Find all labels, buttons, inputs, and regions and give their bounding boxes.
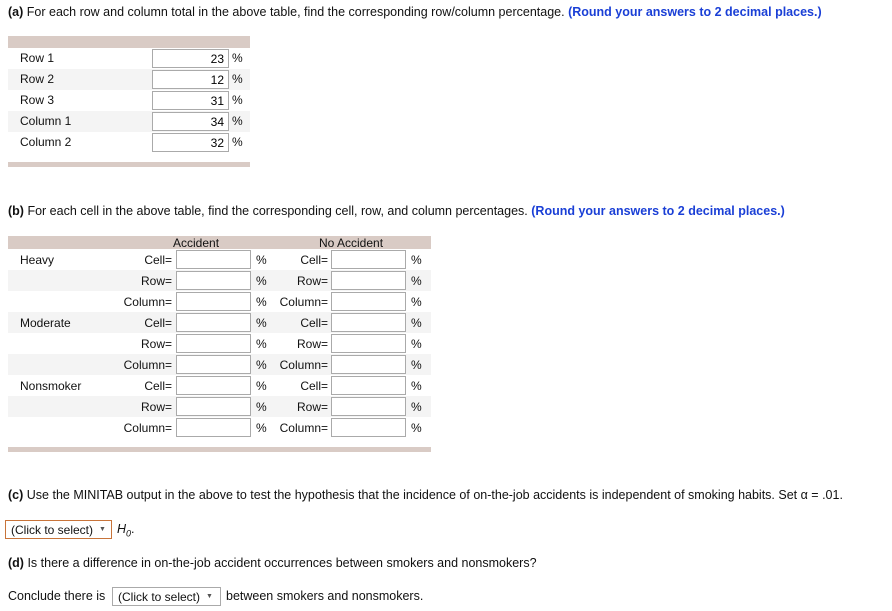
- part-d-prompt: [8, 556, 537, 570]
- percent-sign: %: [256, 400, 267, 414]
- accident-percentage-input[interactable]: [176, 313, 251, 332]
- percent-sign: %: [411, 358, 422, 372]
- field-label: Column=: [123, 295, 172, 309]
- percent-sign: %: [411, 274, 422, 288]
- percent-sign: %: [411, 337, 422, 351]
- table-b-row: [8, 333, 431, 354]
- select-label: (Click to select): [11, 522, 94, 537]
- table-b-row: [8, 375, 431, 396]
- no-accident-percentage-input[interactable]: [331, 376, 406, 395]
- table-a-row: [8, 69, 250, 90]
- table-b-row: [8, 417, 431, 438]
- conclude-suffix: between smokers and nonsmokers.: [226, 589, 424, 603]
- field-label: Cell=: [144, 253, 172, 267]
- part-a-note: (Round your answers to 2 decimal places.): [568, 5, 822, 19]
- field-label: Column=: [123, 358, 172, 372]
- header-no-accident: No Accident: [319, 236, 384, 250]
- percent-sign: %: [411, 421, 422, 435]
- percent-sign: %: [256, 337, 267, 351]
- no-accident-percentage-input[interactable]: [331, 334, 406, 353]
- table-a-row: [8, 132, 250, 153]
- dropdown-arrow-icon: ▼: [206, 593, 213, 600]
- field-label: Column=: [279, 295, 328, 309]
- percentage-input[interactable]: [152, 91, 229, 110]
- row-label: Row 2: [20, 72, 55, 86]
- percentage-input[interactable]: [152, 70, 229, 89]
- field-label: Cell=: [300, 379, 328, 393]
- percent-sign: %: [232, 51, 243, 65]
- percent-sign: %: [256, 358, 267, 372]
- table-a-header: [8, 36, 250, 48]
- h0-label: [117, 522, 135, 539]
- percent-sign: %: [256, 274, 267, 288]
- select-label: (Click to select): [118, 589, 201, 604]
- table-b-row: [8, 270, 431, 291]
- percent-sign: %: [411, 400, 422, 414]
- part-a-prompt: [8, 5, 822, 19]
- table-a-row: [8, 111, 250, 132]
- part-a-text: For each row and column total in the above table, find the corresponding row/column percentage.: [26, 5, 565, 19]
- row-label: Column 1: [20, 114, 72, 128]
- part-b-label: (b): [8, 204, 24, 218]
- percent-sign: %: [232, 93, 243, 107]
- accident-percentage-input[interactable]: [176, 250, 251, 269]
- no-accident-percentage-input[interactable]: [331, 313, 406, 332]
- dropdown-arrow-icon: ▼: [99, 526, 106, 533]
- field-label: Column=: [279, 421, 328, 435]
- group-label: Moderate: [20, 316, 71, 330]
- field-label: Row=: [296, 274, 328, 288]
- percent-sign: %: [256, 421, 267, 435]
- no-accident-percentage-input[interactable]: [331, 397, 406, 416]
- part-c-label: (c): [8, 488, 24, 502]
- field-label: Cell=: [144, 379, 172, 393]
- table-a-row: [8, 48, 250, 69]
- row-label: Row 3: [20, 93, 55, 107]
- table-b-footer: [8, 447, 431, 452]
- percent-sign: %: [411, 379, 422, 393]
- part-d-label: (d): [8, 556, 24, 570]
- group-label: Heavy: [20, 253, 55, 267]
- table-b-row: [8, 312, 431, 333]
- part-c-prompt: [8, 488, 843, 502]
- accident-percentage-input[interactable]: [176, 418, 251, 437]
- conclude-prefix: Conclude there is: [8, 589, 106, 603]
- row-label: Column 2: [20, 135, 72, 149]
- percent-sign: %: [232, 72, 243, 86]
- no-accident-percentage-input[interactable]: [331, 292, 406, 311]
- percent-sign: %: [411, 316, 422, 330]
- accident-percentage-input[interactable]: [176, 271, 251, 290]
- field-label: Row=: [140, 274, 172, 288]
- row-label: Row 1: [20, 51, 55, 65]
- part-b-prompt: [8, 204, 785, 218]
- percent-sign: %: [232, 114, 243, 128]
- no-accident-percentage-input[interactable]: [331, 355, 406, 374]
- hypothesis-decision-select[interactable]: [5, 520, 112, 539]
- field-label: Row=: [296, 400, 328, 414]
- accident-percentage-input[interactable]: [176, 334, 251, 353]
- table-b-header: [8, 236, 431, 249]
- table-a-row: [8, 90, 250, 111]
- percent-sign: %: [256, 379, 267, 393]
- header-accident: Accident: [173, 236, 220, 250]
- no-accident-percentage-input[interactable]: [331, 250, 406, 269]
- table-b-row: [8, 291, 431, 312]
- field-label: Column=: [123, 421, 172, 435]
- percent-sign: %: [256, 253, 267, 267]
- no-accident-percentage-input[interactable]: [331, 271, 406, 290]
- percent-sign: %: [411, 295, 422, 309]
- percentage-input[interactable]: [152, 112, 229, 131]
- no-accident-percentage-input[interactable]: [331, 418, 406, 437]
- percent-sign: %: [256, 316, 267, 330]
- field-label: Cell=: [300, 253, 328, 267]
- percent-sign: %: [232, 135, 243, 149]
- part-b-text: For each cell in the above table, find the corresponding cell, row, and column percentages.: [27, 204, 528, 218]
- table-b-row: [8, 354, 431, 375]
- part-c-text: Use the MINITAB output in the above to test the hypothesis that the incidence of on-the-job accidents is independent of smoking habits. Set α = .01.: [26, 488, 843, 502]
- table-a-footer: [8, 162, 250, 167]
- field-label: Cell=: [300, 316, 328, 330]
- part-a-label: (a): [8, 5, 24, 19]
- percent-sign: %: [256, 295, 267, 309]
- h-sub: 0: [126, 528, 132, 539]
- group-label: Nonsmoker: [20, 379, 82, 393]
- field-label: Row=: [140, 400, 172, 414]
- table-b-row: [8, 396, 431, 417]
- h-period: .: [131, 522, 135, 536]
- percentage-input[interactable]: [152, 49, 229, 68]
- part-d-text: Is there a difference in on-the-job accident occurrences between smokers and nonsmokers?: [27, 556, 537, 570]
- accident-percentage-input[interactable]: [176, 376, 251, 395]
- percentage-input[interactable]: [152, 133, 229, 152]
- accident-percentage-input[interactable]: [176, 292, 251, 311]
- field-label: Column=: [279, 358, 328, 372]
- part-b-note: (Round your answers to 2 decimal places.): [531, 204, 785, 218]
- difference-select[interactable]: [112, 587, 221, 606]
- percent-sign: %: [411, 253, 422, 267]
- field-label: Cell=: [144, 316, 172, 330]
- field-label: Row=: [140, 337, 172, 351]
- h-letter: H: [117, 522, 127, 536]
- field-label: Row=: [296, 337, 328, 351]
- accident-percentage-input[interactable]: [176, 397, 251, 416]
- table-b-row: [8, 249, 431, 270]
- accident-percentage-input[interactable]: [176, 355, 251, 374]
